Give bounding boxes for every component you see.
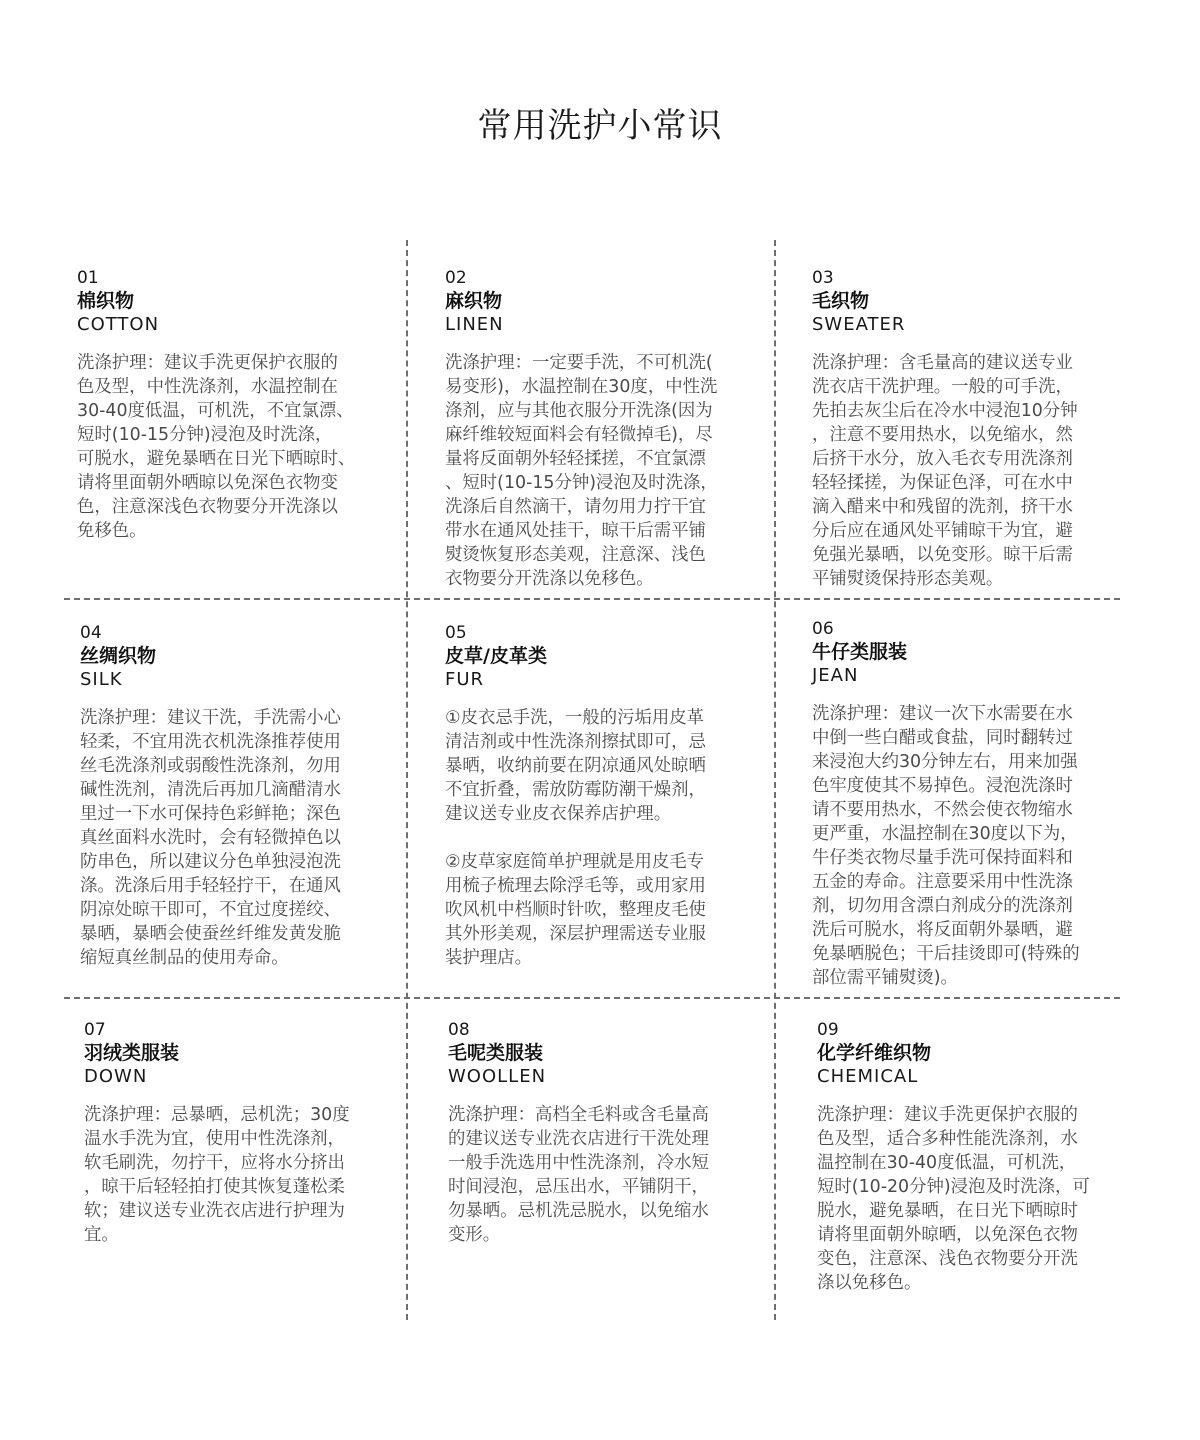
item-care-text: 洗涤护理：建议手洗更保护衣服的 色及型，中性洗涤剂，水温控制在 30-40度低温，可机洗，不宜氯漂、 短时(10-15分钟)浸泡及时洗涤， 可脱水，避免暴晒在日光下晒晾时、 请将里面朝外晒晾以免深色衣物变 色，注意深浅色衣物要分开洗涤以 免移色。: [77, 353, 356, 541]
care-item-09: [817, 1019, 1117, 1295]
horizontal-divider-2: [64, 997, 1120, 999]
care-item-01: [77, 267, 377, 543]
item-english-name: SILK: [80, 669, 123, 690]
item-care-text: 洗涤护理：忌暴晒，忌机洗；30度 温水手洗为宜，使用中性洗涤剂， 软毛刷洗，勿拧干，应将水分挤出 ，晾干后轻轻拍打使其恢复蓬松柔 软；建议送专业洗衣店进行护理为 宜。: [84, 1105, 350, 1245]
item-number: 07: [84, 1020, 106, 1040]
horizontal-divider-1: [64, 598, 1120, 600]
item-care-text-2: ②皮草家庭简单护理就是用皮毛专 用梳子梳理去除浮毛等，或用家用 吹风机中档顺时针吹，整理皮毛使 其外形美观，深层护理需送专业服 装护理店。: [445, 852, 706, 968]
item-number: 05: [445, 623, 467, 643]
care-item-07: [84, 1019, 384, 1247]
item-chinese-name: 皮草/皮革类: [445, 645, 547, 667]
item-chinese-name: 毛呢类服装: [448, 1042, 544, 1064]
care-item-05: [445, 622, 745, 970]
item-care-text: 洗涤护理：一定要手洗，不可机洗( 易变形)，水温控制在30度，中性洗 涤剂，应与其他衣服分开洗涤(因为 麻纤维较短面料会有轻微掉毛)，尽 量将反面朝外轻轻揉搓，不宜氯漂 、短时(10-15分钟)浸泡及时洗涤， 洗涤后自然滴干，请勿用力拧干宜 带水在通风处挂干，晾干后需平铺 熨烫恢复形态美观，注意深、浅色 衣物要分开洗涤以免移色。: [445, 353, 718, 589]
care-item-02: [445, 267, 745, 591]
item-care-text: 洗涤护理：建议干洗，手洗需小心 轻柔，不宜用洗衣机洗涤推荐使用 丝毛洗涤剂或弱酸性洗涤剂，勿用 碱性洗剂，清洗后再加几滴醋清水 里过一下水可保持色彩鲜艳；深色 真丝面料水洗时，会有轻微掉色以 防串色，所以建议分色单独浸泡洗 涤。洗涤后用手轻轻拧干，在通风 阴凉处晾干即可，不宜过度搓绞、 暴晒，暴晒会使蚕丝纤维发黄发脆 缩短真丝制品的使用寿命。: [80, 708, 341, 968]
vertical-divider-2: [774, 240, 776, 1320]
item-chinese-name: 丝绸织物: [80, 645, 157, 667]
item-chinese-name: 毛织物: [812, 290, 870, 312]
item-english-name: JEAN: [812, 665, 859, 686]
item-english-name: LINEN: [445, 314, 504, 335]
item-chinese-name: 棉织物: [77, 290, 135, 312]
item-care-text-1: ①皮衣忌手洗，一般的污垢用皮革 清洁剂或中性洗涤剂擦拭即可，忌 暴晒，收纳前要在阴凉通风处晾晒 不宜折叠，需放防霉防潮干燥剂， 建议送专业皮衣保养店护理。: [445, 708, 706, 824]
item-number: 09: [817, 1020, 839, 1040]
item-english-name: FUR: [445, 669, 485, 690]
item-care-text: 洗涤护理：含毛量高的建议送专业 洗衣店干洗护理。一般的可手洗， 先拍去灰尘后在冷水中浸泡10分钟 ，注意不要用热水，以免缩水，然 后挤干水分，放入毛衣专用洗涤剂 轻轻揉搓，为保证色泽，可在水中 滴入醋来中和残留的洗剂，挤干水 分后应在通风处平铺晾干为宜，避 免强光暴晒，以免变形。晾干后需 平铺熨烫保持形态美观。: [812, 353, 1078, 589]
item-number: 08: [448, 1020, 470, 1040]
item-number: 02: [445, 268, 467, 288]
item-english-name: COTTON: [77, 314, 160, 335]
item-chinese-name: 羽绒类服装: [84, 1042, 180, 1064]
care-item-04: [80, 622, 380, 970]
page-title: 常用洗护小常识: [477, 106, 723, 146]
item-number: 03: [812, 268, 834, 288]
item-english-name: SWEATER: [812, 314, 906, 335]
care-item-06: [812, 618, 1112, 990]
item-chinese-name: 牛仔类服装: [812, 641, 908, 663]
item-care-text: 洗涤护理：建议一次下水需要在水 中倒一些白醋或食盐，同时翻转过 来浸泡大约30分钟左右，用来加强 色牢度使其不易掉色。浸泡洗涤时 请不要用热水，不然会使衣物缩水 更严重，水温控制在30度以下为， 牛仔类衣物尽量手洗可保持面料和 五金的寿命。注意要采用中性洗涤 剂，切勿用含漂白剂成分的洗涤剂 洗后可脱水，将反面朝外暴晒，避 免暴晒脱色；干后挂烫即可(特殊的 部位需平铺熨烫)。: [812, 704, 1080, 988]
item-chinese-name: 麻织物: [445, 290, 503, 312]
item-care-text: 洗涤护理：建议手洗更保护衣服的 色及型，适合多种性能洗涤剂，水 温控制在30-40度低温，可机洗， 短时(10-20分钟)浸泡及时洗涤，可 脱水，避免暴晒，在日光下晒晾时 请将里面朝外晾晒，以免深色衣物 变色，注意深、浅色衣物要分开洗 涤以免移色。: [817, 1105, 1090, 1293]
item-english-name: CHEMICAL: [817, 1066, 919, 1087]
care-item-03: [812, 267, 1112, 591]
item-care-text: 洗涤护理：高档全毛料或含毛量高 的建议送专业洗衣店进行干洗处理 一般手洗选用中性洗涤剂，冷水短 时间浸泡，忌压出水，平铺阴干， 勿暴晒。忌机洗忌脱水，以免缩水 变形。: [448, 1105, 709, 1245]
item-number: 06: [812, 619, 834, 639]
item-english-name: WOOLLEN: [448, 1066, 547, 1087]
item-chinese-name: 化学纤维织物: [817, 1042, 932, 1064]
care-item-08: [448, 1019, 748, 1247]
item-english-name: DOWN: [84, 1066, 148, 1087]
item-number: 01: [77, 268, 99, 288]
vertical-divider-1: [406, 240, 408, 1320]
item-number: 04: [80, 623, 102, 643]
